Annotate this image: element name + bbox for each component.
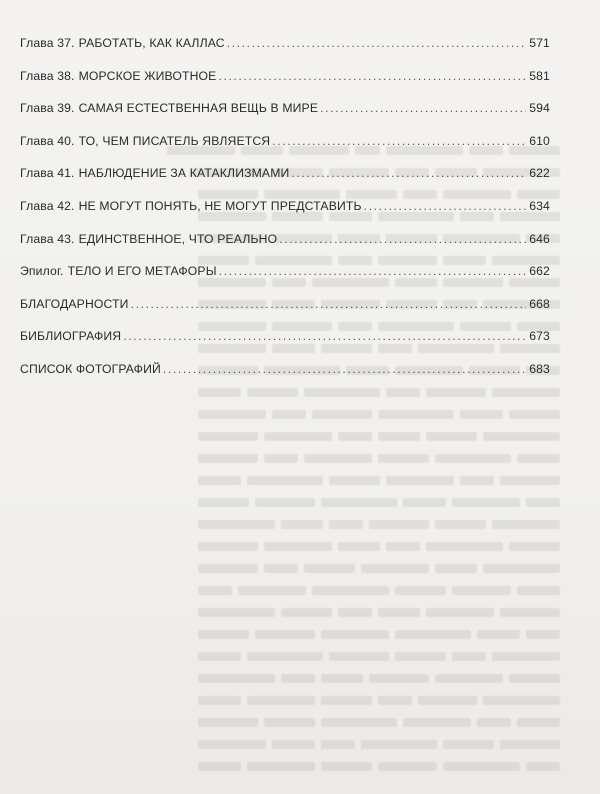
- toc-entry: [20, 69, 550, 102]
- toc-entry-page-number: 610: [529, 133, 550, 148]
- toc-leader-dots: [227, 36, 526, 50]
- toc-entry-chapter-number: Эпилог.: [20, 264, 64, 279]
- bleed-line: [70, 404, 560, 426]
- toc-entry-heading: ЕДИНСТВЕННОЕ, ЧТО РЕАЛЬНО: [78, 231, 278, 246]
- bleed-line: [70, 448, 560, 470]
- toc-entry-page-number: 646: [529, 231, 550, 246]
- toc-leader-dots: [272, 134, 526, 148]
- toc-entry-title: [20, 134, 270, 148]
- toc-entry-title: [20, 297, 129, 311]
- toc-entry: [20, 329, 550, 362]
- toc-entry-heading: НАБЛЮДЕНИЕ ЗА КАТАКЛИЗМАМИ: [78, 166, 290, 181]
- toc-leader-dots: [123, 329, 526, 343]
- toc-leader-dots: [291, 166, 526, 180]
- toc-leader-dots: [364, 199, 526, 213]
- toc-entry-title: [20, 36, 225, 50]
- bleed-line: [70, 756, 560, 778]
- toc-entry-page-number: 683: [529, 361, 550, 376]
- toc-entry: [20, 166, 550, 199]
- toc-entry-page-number: 571: [529, 36, 550, 50]
- toc-leader-dots: [320, 101, 526, 115]
- toc-entry-page-number: 673: [529, 329, 550, 344]
- toc-entry-page-number: 622: [529, 166, 550, 181]
- toc-leader-dots: [279, 232, 526, 246]
- toc-entry-heading: МОРСКОЕ ЖИВОТНОЕ: [78, 68, 217, 83]
- toc-entry-chapter-number: Глава 38.: [20, 68, 75, 83]
- toc-entry-chapter-number: Глава 42.: [20, 198, 75, 213]
- bleed-line: [70, 580, 560, 602]
- toc-entry-title: [20, 101, 318, 115]
- toc-entry-page-number: 634: [529, 198, 550, 213]
- bleed-line: [70, 426, 560, 448]
- toc-entry-heading: РАБОТАТЬ, КАК КАЛЛАС: [78, 36, 225, 50]
- toc-entry-chapter-number: Глава 40.: [20, 133, 75, 148]
- bleed-line: [70, 712, 560, 734]
- toc-entry: [20, 134, 550, 167]
- toc-entry-heading: ТО, ЧЕМ ПИСАТЕЛЬ ЯВЛЯЕТСЯ: [78, 133, 271, 148]
- toc-entry: [20, 362, 550, 395]
- toc-entry-title: [20, 166, 289, 180]
- bleed-line: [70, 558, 560, 580]
- bleed-line: [70, 602, 560, 624]
- toc-leader-dots: [219, 264, 526, 278]
- bleed-line: [70, 646, 560, 668]
- toc-entry-heading: САМАЯ ЕСТЕСТВЕННАЯ ВЕЩЬ В МИРЕ: [78, 101, 319, 116]
- toc-entry-page-number: 594: [529, 101, 550, 116]
- toc-entry: [20, 232, 550, 265]
- bleed-line: [70, 690, 560, 712]
- table-of-contents: [20, 36, 550, 395]
- toc-entry-heading: БИБЛИОГРАФИЯ: [20, 329, 122, 344]
- toc-entry: [20, 264, 550, 297]
- toc-entry-chapter-number: Глава 43.: [20, 231, 75, 246]
- toc-leader-dots: [218, 69, 526, 83]
- toc-entry: [20, 297, 550, 330]
- toc-leader-dots: [131, 297, 526, 311]
- bleed-line: [70, 734, 560, 756]
- toc-entry-chapter-number: Глава 37.: [20, 36, 75, 50]
- toc-entry-page-number: 668: [529, 296, 550, 311]
- toc-entry-page-number: 662: [529, 264, 550, 279]
- bleed-line: [70, 492, 560, 514]
- toc-entry-chapter-number: Глава 39.: [20, 101, 75, 116]
- toc-entry-heading: ТЕЛО И ЕГО МЕТАФОРЫ: [67, 264, 217, 279]
- toc-entry-title: [20, 199, 362, 213]
- bleed-line: [70, 470, 560, 492]
- toc-entry-page-number: 581: [529, 68, 550, 83]
- bleed-line: [70, 514, 560, 536]
- toc-entry-title: [20, 362, 161, 376]
- toc-entry-title: [20, 264, 217, 278]
- toc-entry-title: [20, 232, 277, 246]
- toc-entry: [20, 101, 550, 134]
- toc-entry-heading: НЕ МОГУТ ПОНЯТЬ, НЕ МОГУТ ПРЕДСТАВИТЬ: [78, 198, 362, 213]
- toc-entry-heading: СПИСОК ФОТОГРАФИЙ: [20, 361, 161, 376]
- bleed-line: [70, 624, 560, 646]
- toc-entry: [20, 199, 550, 232]
- toc-leader-dots: [163, 362, 526, 376]
- toc-entry-heading: БЛАГОДАРНОСТИ: [20, 296, 129, 311]
- toc-entry-chapter-number: Глава 41.: [20, 166, 75, 181]
- bleed-line: [70, 536, 560, 558]
- bleed-line: [70, 668, 560, 690]
- toc-entry-title: [20, 329, 121, 343]
- toc-entry: [20, 36, 550, 69]
- toc-entry-title: [20, 69, 216, 83]
